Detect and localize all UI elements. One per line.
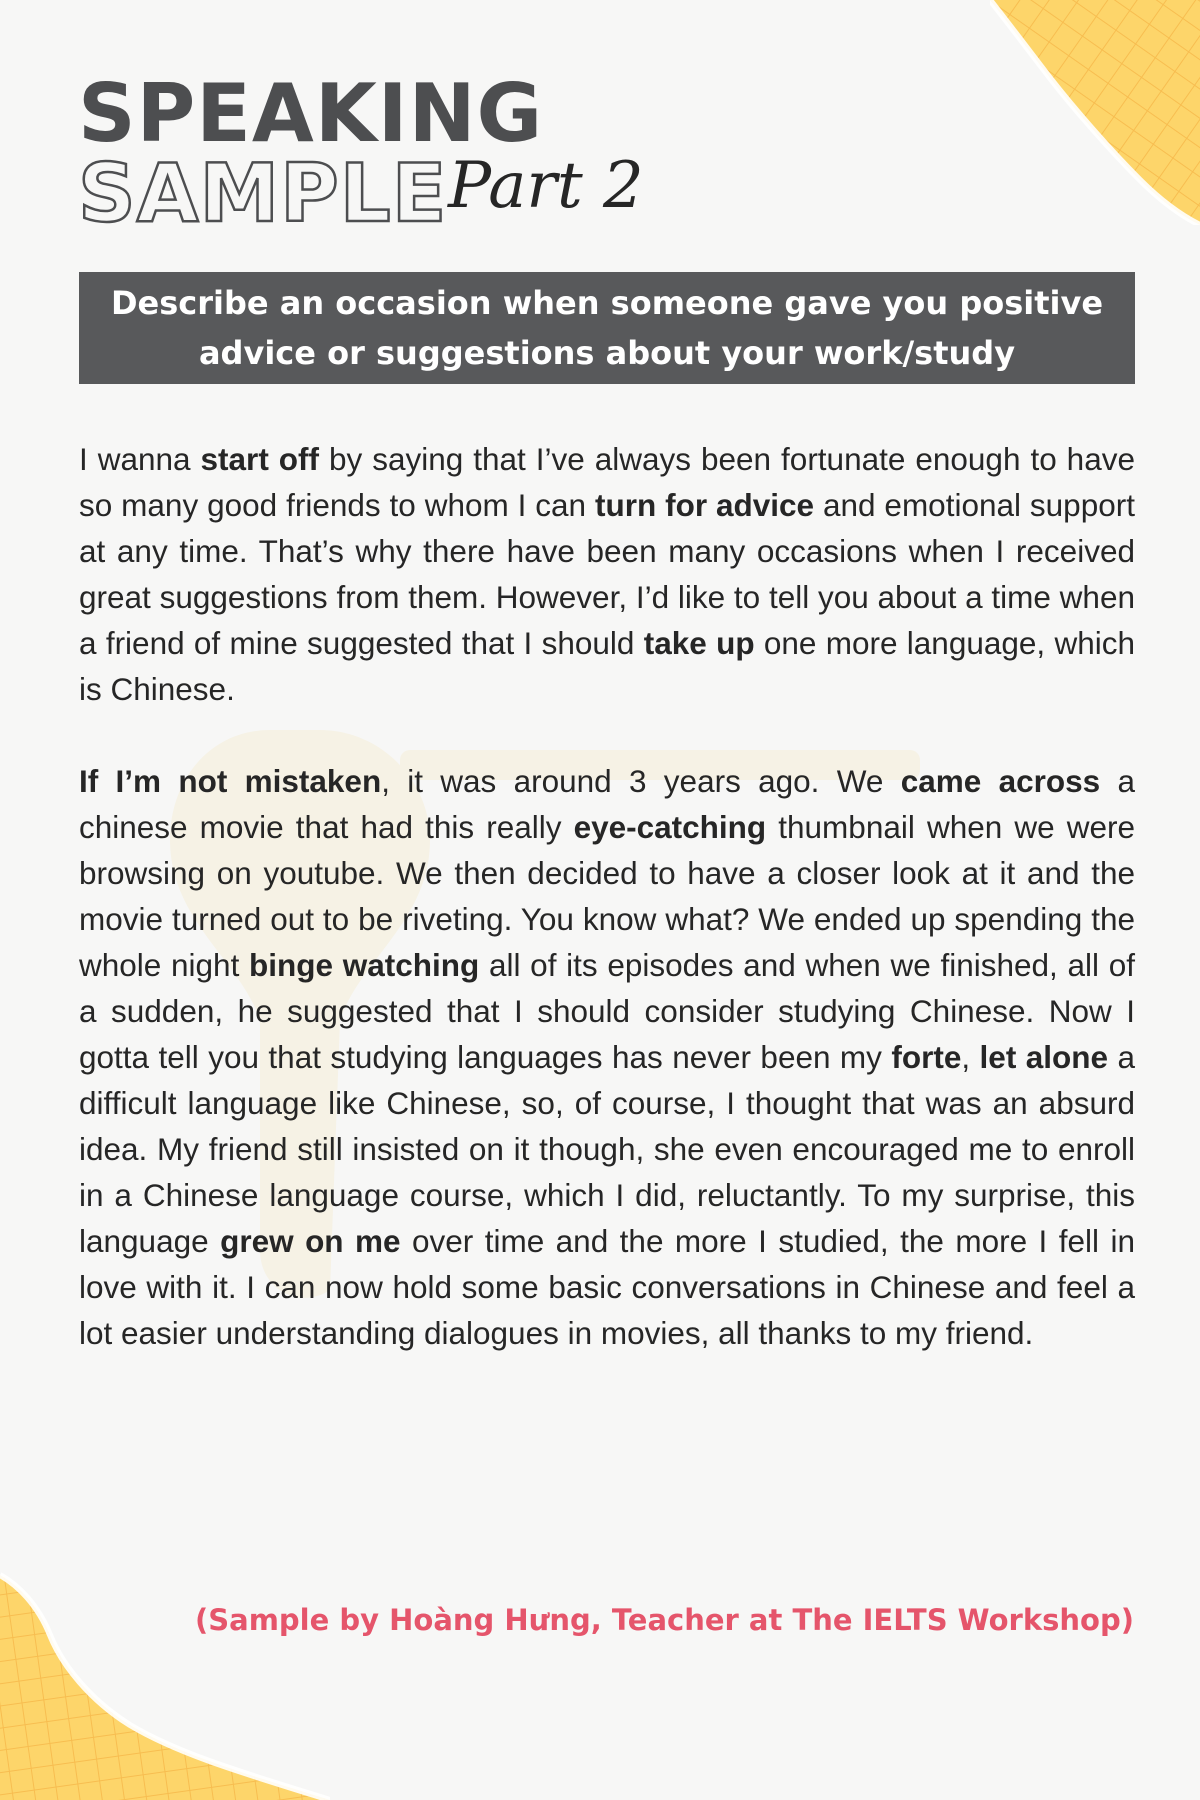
text-run: one more language, which is Chinese. [79, 625, 1135, 707]
key-phrase: eye-catching [573, 809, 767, 845]
answer-paragraph-2 [79, 758, 1135, 1356]
answer-body [79, 436, 1135, 1402]
text-run: , it was around 3 years ago. We [381, 763, 901, 799]
topic-text: Describe an occasion when someone gave you positive advice or suggestions about your work/study [110, 284, 1104, 372]
corner-decoration-bottom-left [0, 1550, 330, 1800]
key-phrase: forte [891, 1039, 962, 1075]
key-phrase: came across [900, 763, 1101, 799]
torn-paper-yellow-top-right [990, 0, 1200, 225]
text-run: and emotional support at any time. That’s why there have been many occasions when I received great suggestions from them. However, I’d like to tell you about a time when a friend of mine suggested that I should [79, 487, 1135, 661]
text-run: , [961, 1039, 980, 1075]
text-run: over time and the more I studied, the more I fell in love with it. I can now hold some basic conversations in Chinese and feel a lot easier understanding dialogues in movies, all thanks to my friend. [79, 1223, 1135, 1351]
key-phrase: grew on me [220, 1223, 401, 1259]
key-phrase: let alone [979, 1039, 1109, 1075]
key-phrase: start off [200, 441, 319, 477]
topic-banner [79, 272, 1135, 384]
key-phrase: take up [643, 625, 755, 661]
title-sample-outline: SAMPLE [78, 147, 448, 240]
key-phrase: If I’m not mistaken [79, 763, 382, 799]
title-part-script: Part 2 [448, 149, 644, 223]
text-run: a chinese movie that had this really [79, 763, 1135, 845]
text-run: by saying that I’ve always been fortunate enough to have so many good friends to whom I can [79, 441, 1135, 523]
text-run: thumbnail when we were browsing on youtube. We then decided to have a closer look at it and the movie turned out to be riveting. You know what? We ended up spending the whole night [79, 809, 1136, 983]
text-run: I wanna [79, 441, 201, 477]
corner-decoration-top-right [990, 0, 1200, 225]
key-phrase: binge watching [249, 947, 480, 983]
text-run: a difficult language like Chinese, so, of course, I thought that was an absurd idea. My friend still insisted on it though, she even encouraged me to enroll in a Chinese language course, which I did, reluctantly. To my surprise, this language [79, 1039, 1135, 1259]
sample-credit: (Sample by Hoàng Hưng, Teacher at The IELTS Workshop) [195, 1603, 1134, 1637]
title-speaking: SPEAKING [78, 67, 544, 160]
key-phrase: turn for advice [594, 487, 815, 523]
torn-paper-yellow-bottom-left [0, 1550, 330, 1800]
answer-paragraph-1 [79, 436, 1135, 712]
text-run: all of its episodes and when we finished, all of a sudden, he suggested that I should consider studying Chinese. Now I gotta tell you that studying languages has never been my [79, 947, 1135, 1075]
page-title [78, 67, 644, 240]
